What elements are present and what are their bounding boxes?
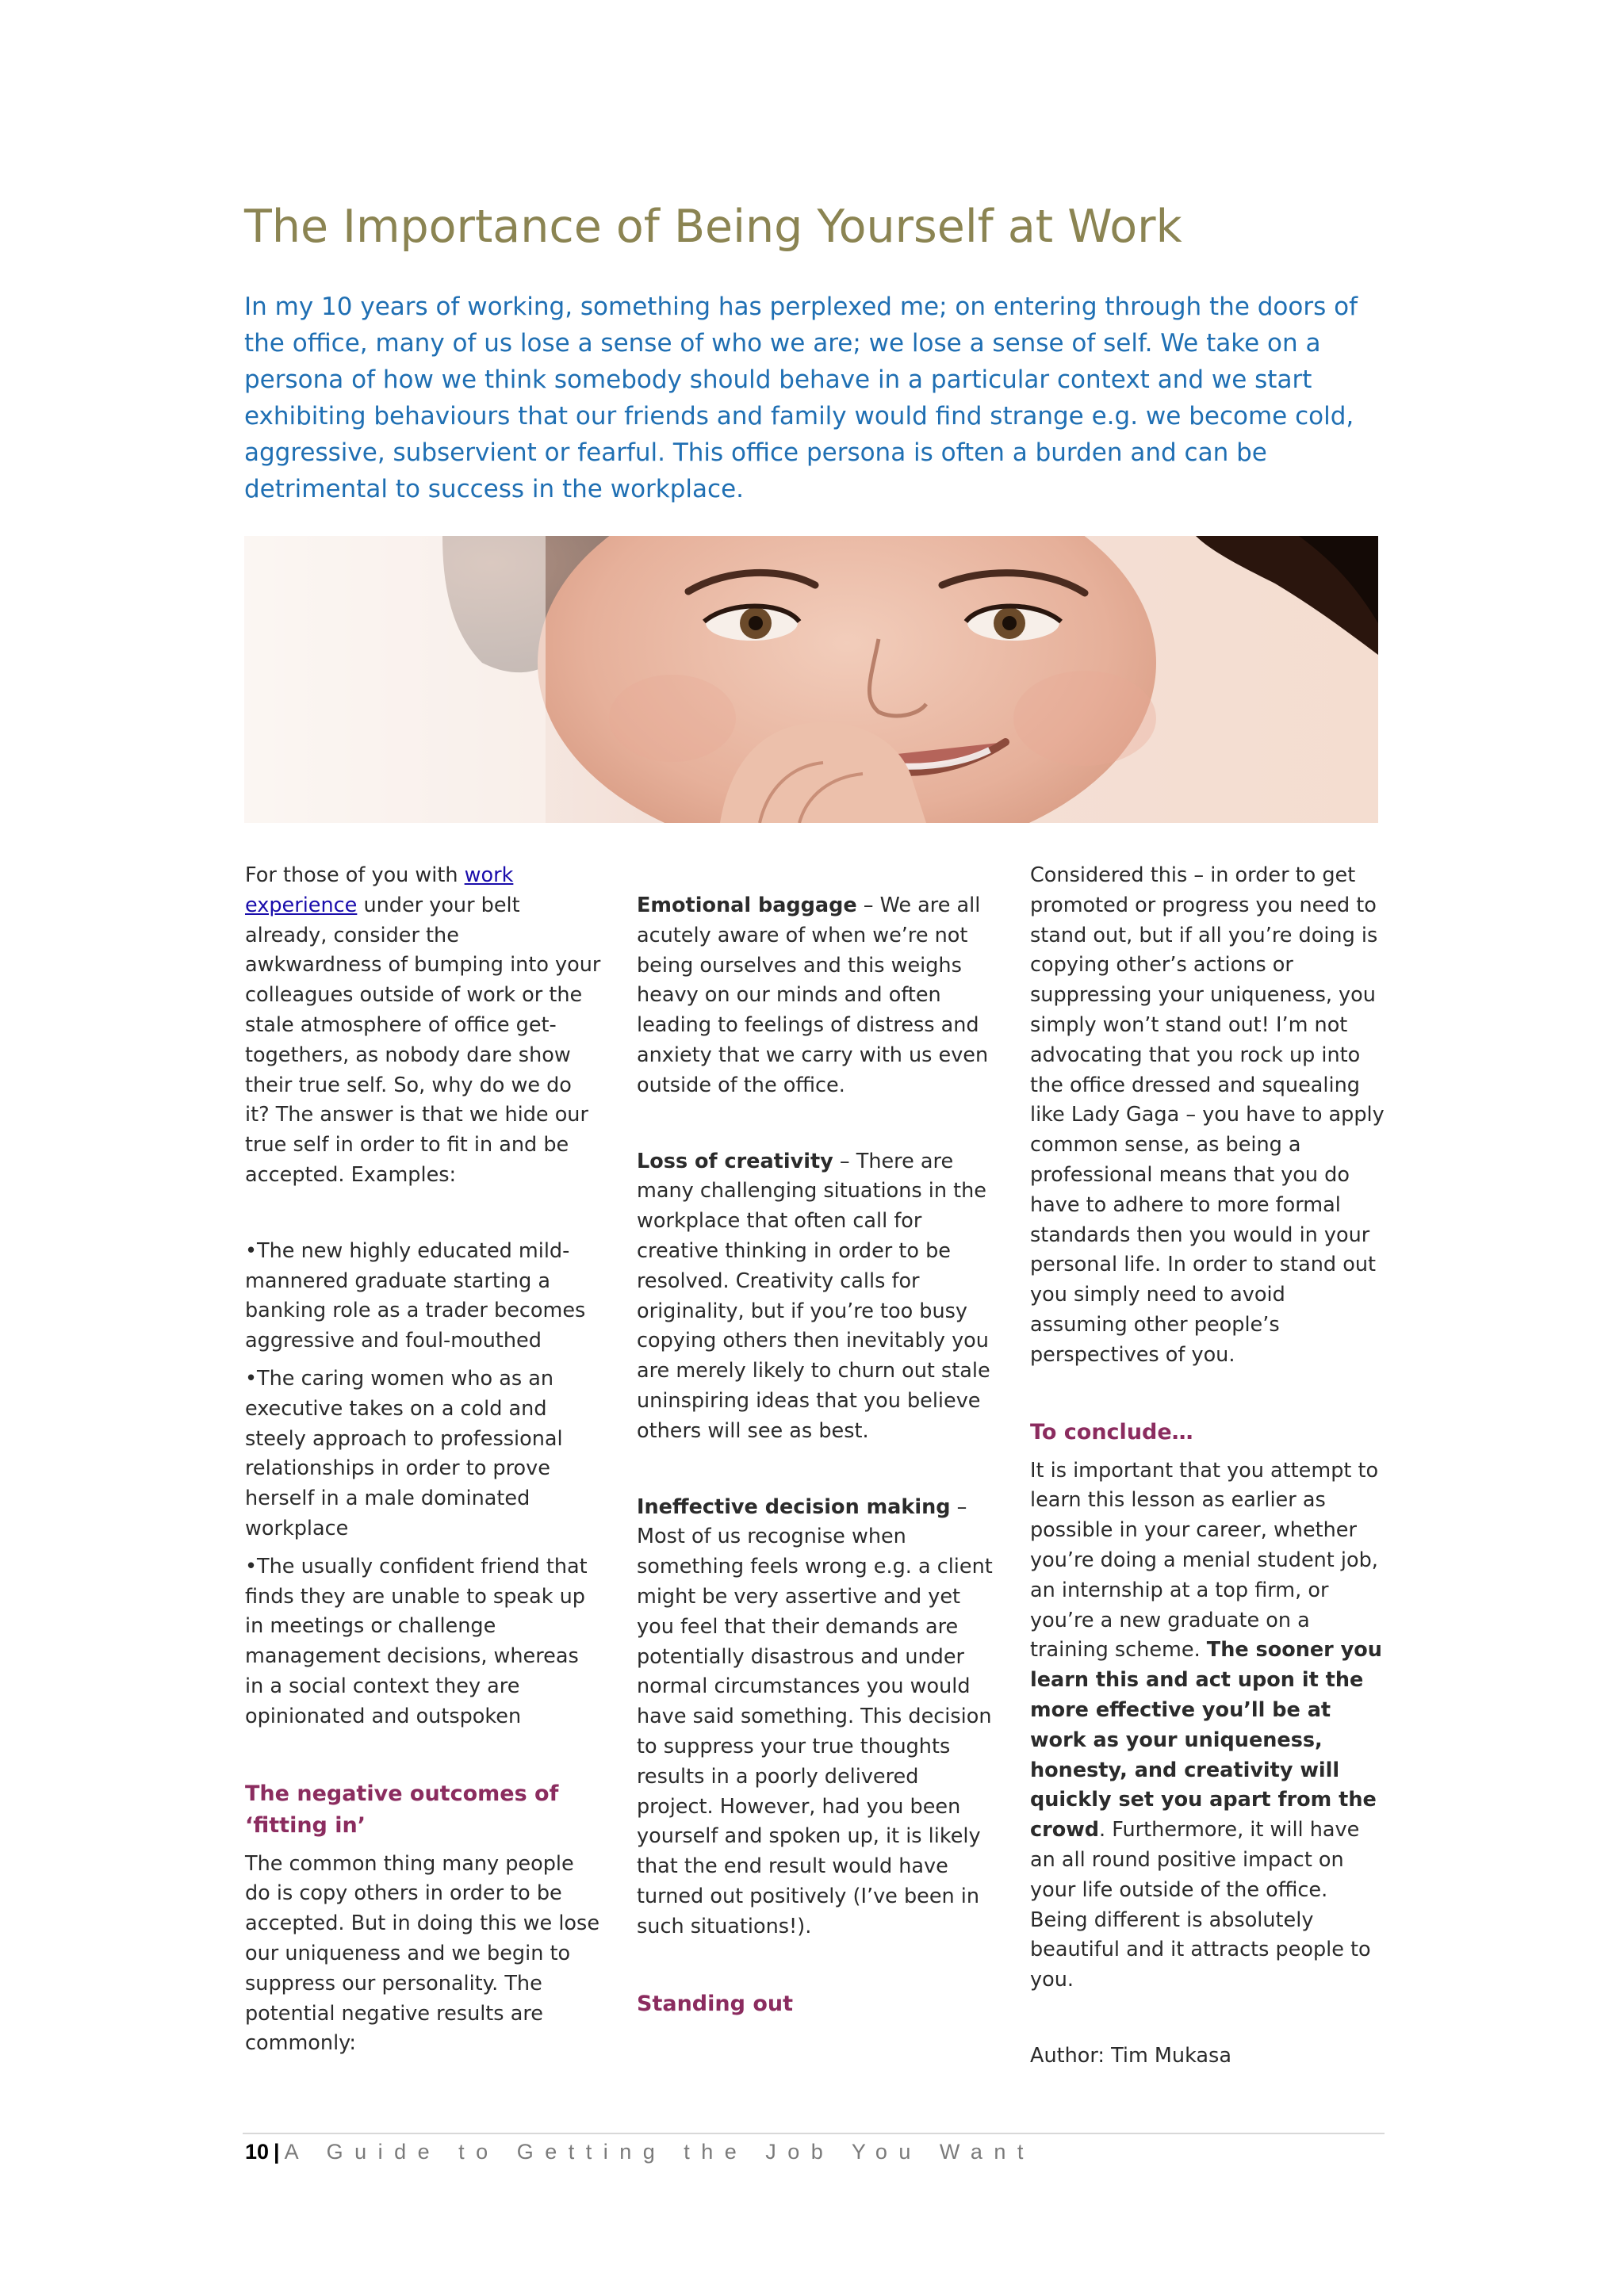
conclusion-paragraph: It is important that you attempt to learn this lesson as earlier as possible in your career, whether you’re doing a menial student job, an internship at a top firm, or you’re a new graduate on a training scheme. The sooner you learn this and act upon it the more effective you’ll be at work as your uniqueness, honesty, and creativity will quickly set you apart from the crowd. Furthermore, it will have an all round positive impact on your life outside of the office. Being different is absolutely beautiful and it attracts people to you. <box>1030 1458 1382 1992</box>
page-footer <box>245 2137 1387 2166</box>
col3-intro-paragraph: Considered this – in order to get promoted or progress you need to stand out, but if all you’re doing is copying other’s actions or suppressing your uniqueness, you simply won’t stand out! I’m not advocating that you rock up into the office dressed and squealing like Lady Gaga – you have to apply common sense, as being a professional means that you do have to adhere to more formal standards then you would in your personal life. In order to stand out you simply need to avoid assuming other people’s perspectives of you. <box>1030 863 1385 1367</box>
col1-closing-paragraph: The common thing many people do is copy others in order to be accepted. But in doing this we lose our uniqueness and we begin to suppress our personality. The potential negative results are commonly: <box>245 1851 600 2056</box>
guide-title: A Guide to Getting the Job You Want <box>284 2140 1035 2164</box>
section-heading-to-conclude: To conclude… <box>1030 1419 1193 1445</box>
column-3 <box>1030 861 1387 2072</box>
page-number: 10 <box>245 2140 270 2164</box>
col1-intro-paragraph: For those of you with work experience under your belt already, consider the awkwardness of bumping into your colleagues outside of work or the stale atmosphere of office get-togethers, as nobody dare show their true self. So, why do we do it? The answer is that we hide our true self in order to fit in and be accepted. Examples: <box>245 863 601 1187</box>
footer-divider <box>243 2133 1385 2134</box>
author-credit: Author: Tim Mukasa <box>1030 2043 1231 2068</box>
loss-of-creativity-term: Loss of creativity <box>637 1149 833 1173</box>
article-title: The Importance of Being Yourself at Work <box>244 201 1182 253</box>
ineffective-decision-term: Ineffective decision making <box>637 1494 951 1519</box>
bullet-item: •The usually confident friend that finds they are unable to speak up in meetings or challenge management decisions, whereas in a social context they are opinionated and outspoken <box>245 1554 588 1728</box>
section-heading-negative-outcomes: The negative outcomes of ‘fitting in’ <box>245 1781 559 1838</box>
ineffective-decision-paragraph: Ineffective decision making – Most of us recognise when something feels wrong e.g. a client might be very assertive and yet you feel that their demands are potentially disastrous and under normal circumstances you would have said something. This decision to suppress your true thoughts results in a poorly delivered project. However, had you been yourself and spoken up, it is likely that the end result would have turned out positively (I’ve been in such situations!). <box>637 1494 993 1938</box>
hero-photo-smiling-woman <box>244 536 1378 823</box>
section-heading-standing-out: Standing out <box>637 1991 794 2016</box>
hero-photo-illustration <box>244 536 1378 823</box>
footer-separator: | <box>274 2140 280 2164</box>
loss-of-creativity-paragraph: Loss of creativity – There are many challenging situations in the workplace that often call for creative thinking in order to be resolved. Creativity calls for originality, but if you’re too busy copying others then inevitably you are merely likely to churn out stale uninspiring ideas that you believe others will see as best. <box>637 1149 990 1443</box>
intro-paragraph: In my 10 years of working, something has perplexed me; on entering through the doors of the office, many of us lose a sense of who we are; we lose a sense of self. We take on a persona of how we think somebody should behave in a particular context and we start exhibiting behaviours that our friends and family would find strange e.g. we become cold, aggressive, subservient or fearful. This office persona is often a burden and can be detrimental to success in the workplace. <box>244 293 1358 503</box>
work-experience-link[interactable]: work experience <box>245 863 514 917</box>
emotional-baggage-term: Emotional baggage <box>637 894 857 917</box>
bullet-item: •The new highly educated mild-mannered graduate starting a banking role as a trader becomes aggressive and foul-mouthed <box>245 1238 586 1353</box>
column-2 <box>637 861 994 2020</box>
emotional-baggage-paragraph: Emotional baggage – We are all acutely aware of when we’re not being ourselves and this weighs heavy on our minds and often leading to feelings of distress and anxiety that we carry with us even outside of the office. <box>637 894 989 1097</box>
column-1 <box>245 861 602 2059</box>
bullet-item: •The caring women who as an executive takes on a cold and steely approach to professional relationships in order to prove herself in a male dominated workplace <box>245 1366 563 1540</box>
